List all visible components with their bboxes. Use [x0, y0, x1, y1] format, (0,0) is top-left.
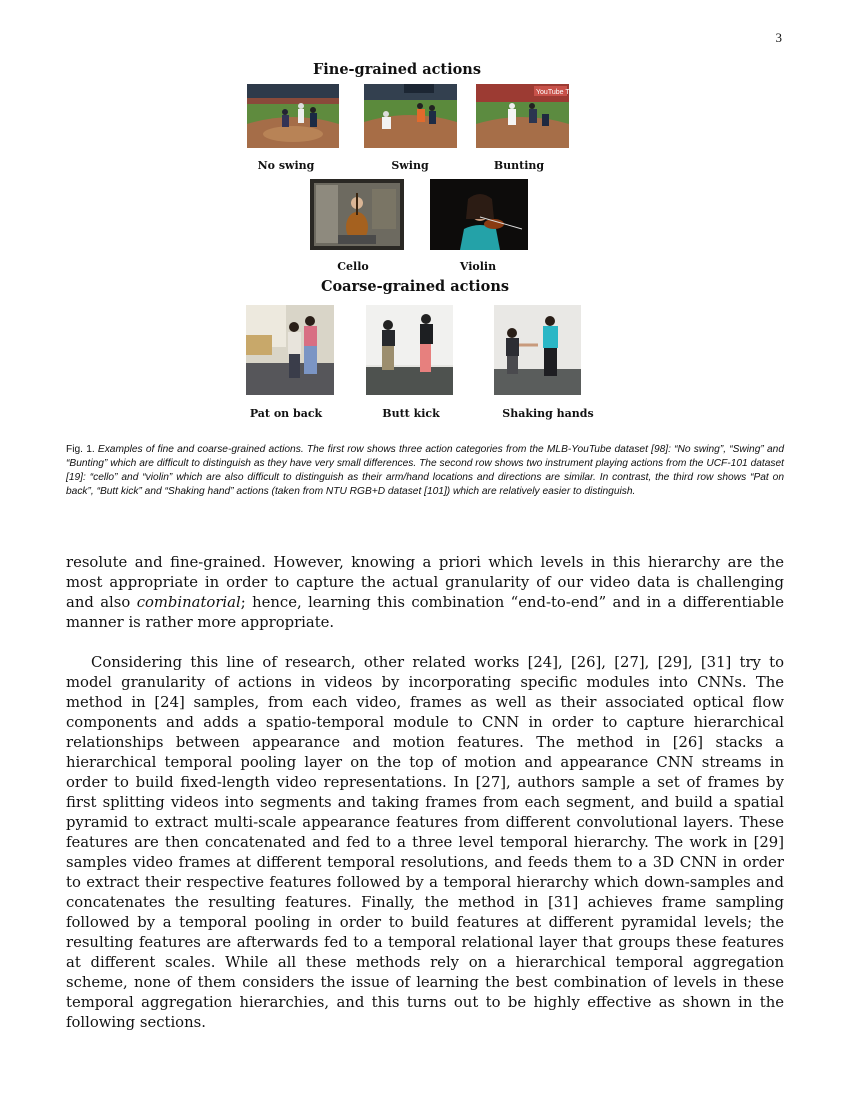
label-cello: Cello [337, 260, 369, 273]
cello-image [310, 179, 404, 250]
label-pat-on-back: Pat on back [249, 407, 323, 420]
no-swing-image [247, 84, 339, 148]
paragraph-2: Considering this line of research, other related works [24], [26], [27], [29], [31] try to model granularity of actions in videos by incorporating specific modules into CNNs. The method in [24] samples, from each video, frames as well as their associated optical flow components and adds a spatio-temporal module to CNN in order to capture hierarchical relationships between appearance and motion features. The method in [26] stacks a hierarchical temporal pooling layer on the top of motion and appearance CNN streams in order to build fixed-length video representations. In [27], authors sample a set of frames by first splitting videos into segments and taking frames from each segment, and build a spatial pyramid to extract multi-scale appearance features from different convolutional layers. These features are then concatenated and fed to a three level temporal hierarchy. The work in [29] samples video frames at different temporal resolutions, and feeds them to a 3D CNN in order to extract their respective features followed by a temporal hierarchy which down-samples and concatenates the resulting features. Finally, the method in [31] achieves frame sampling followed by a temporal pooling in order to build features at different pyramidal levels; the resulting features are afterwards fed to a temporal relational layer that groups these features at different scales. While all these methods rely on a hierarchical temporal aggregation scheme, none of them considers the issue of learning the best combination of levels in these temporal aggregation hierarchies, and this turns out to be highly effective as shown in the following sections. [66, 654, 784, 1031]
label-butt-kick: Butt kick [382, 407, 440, 420]
bunting-image [476, 84, 575, 148]
paragraph-1: resolute and fine-grained. However, knowing a priori which levels in this hierarchy are the most appropriate in order to capture the actual granularity of our video data is challenging and also combinatorial; hence, learning this combination “end-to-end” and in a differentiable manner is rather more appropriate. [66, 554, 784, 631]
emphasis-combinatorial: combinatorial [136, 594, 241, 611]
fine-grained-title: Fine-grained actions [312, 61, 482, 78]
page-number: 3 [775, 30, 782, 45]
body-text-2 [66, 653, 784, 1033]
label-bunting: Bunting [493, 159, 545, 172]
shaking-hands-image [494, 305, 581, 395]
swing-image [364, 84, 457, 148]
label-violin: Violin [459, 260, 497, 273]
coarse-grained-title: Coarse-grained actions [320, 278, 510, 295]
broadcast-logo: YouTube TV [536, 89, 575, 96]
figure-caption [66, 443, 784, 499]
butt-kick-image [366, 305, 453, 395]
label-shaking-hands: Shaking hands [502, 407, 594, 420]
label-swing: Swing [391, 159, 429, 172]
violin-image [430, 179, 528, 250]
pat-on-back-image [246, 305, 334, 395]
body-text [66, 553, 784, 633]
label-no-swing: No swing [257, 159, 315, 172]
caption-label: Fig. 1. [66, 444, 95, 455]
caption-text: Examples of fine and coarse-grained actions. The first row shows three action categories from the MLB-YouTube dataset [98]: “No swing”, “Swing” and “Bunting” which are difficult to distinguish as they have very small differences. The second row shows two instrument playing actions from the UCF-101 dataset [19]: “cello” and “violin” which are also difficult to distinguish as their arm/hand locations and directions are similar. In contrast, the third row shows “Pat on back”, “Butt kick” and “Shaking hand” actions (taken from NTU RGB+D dataset [101]) which are relatively easier to distinguish. [66, 444, 784, 497]
